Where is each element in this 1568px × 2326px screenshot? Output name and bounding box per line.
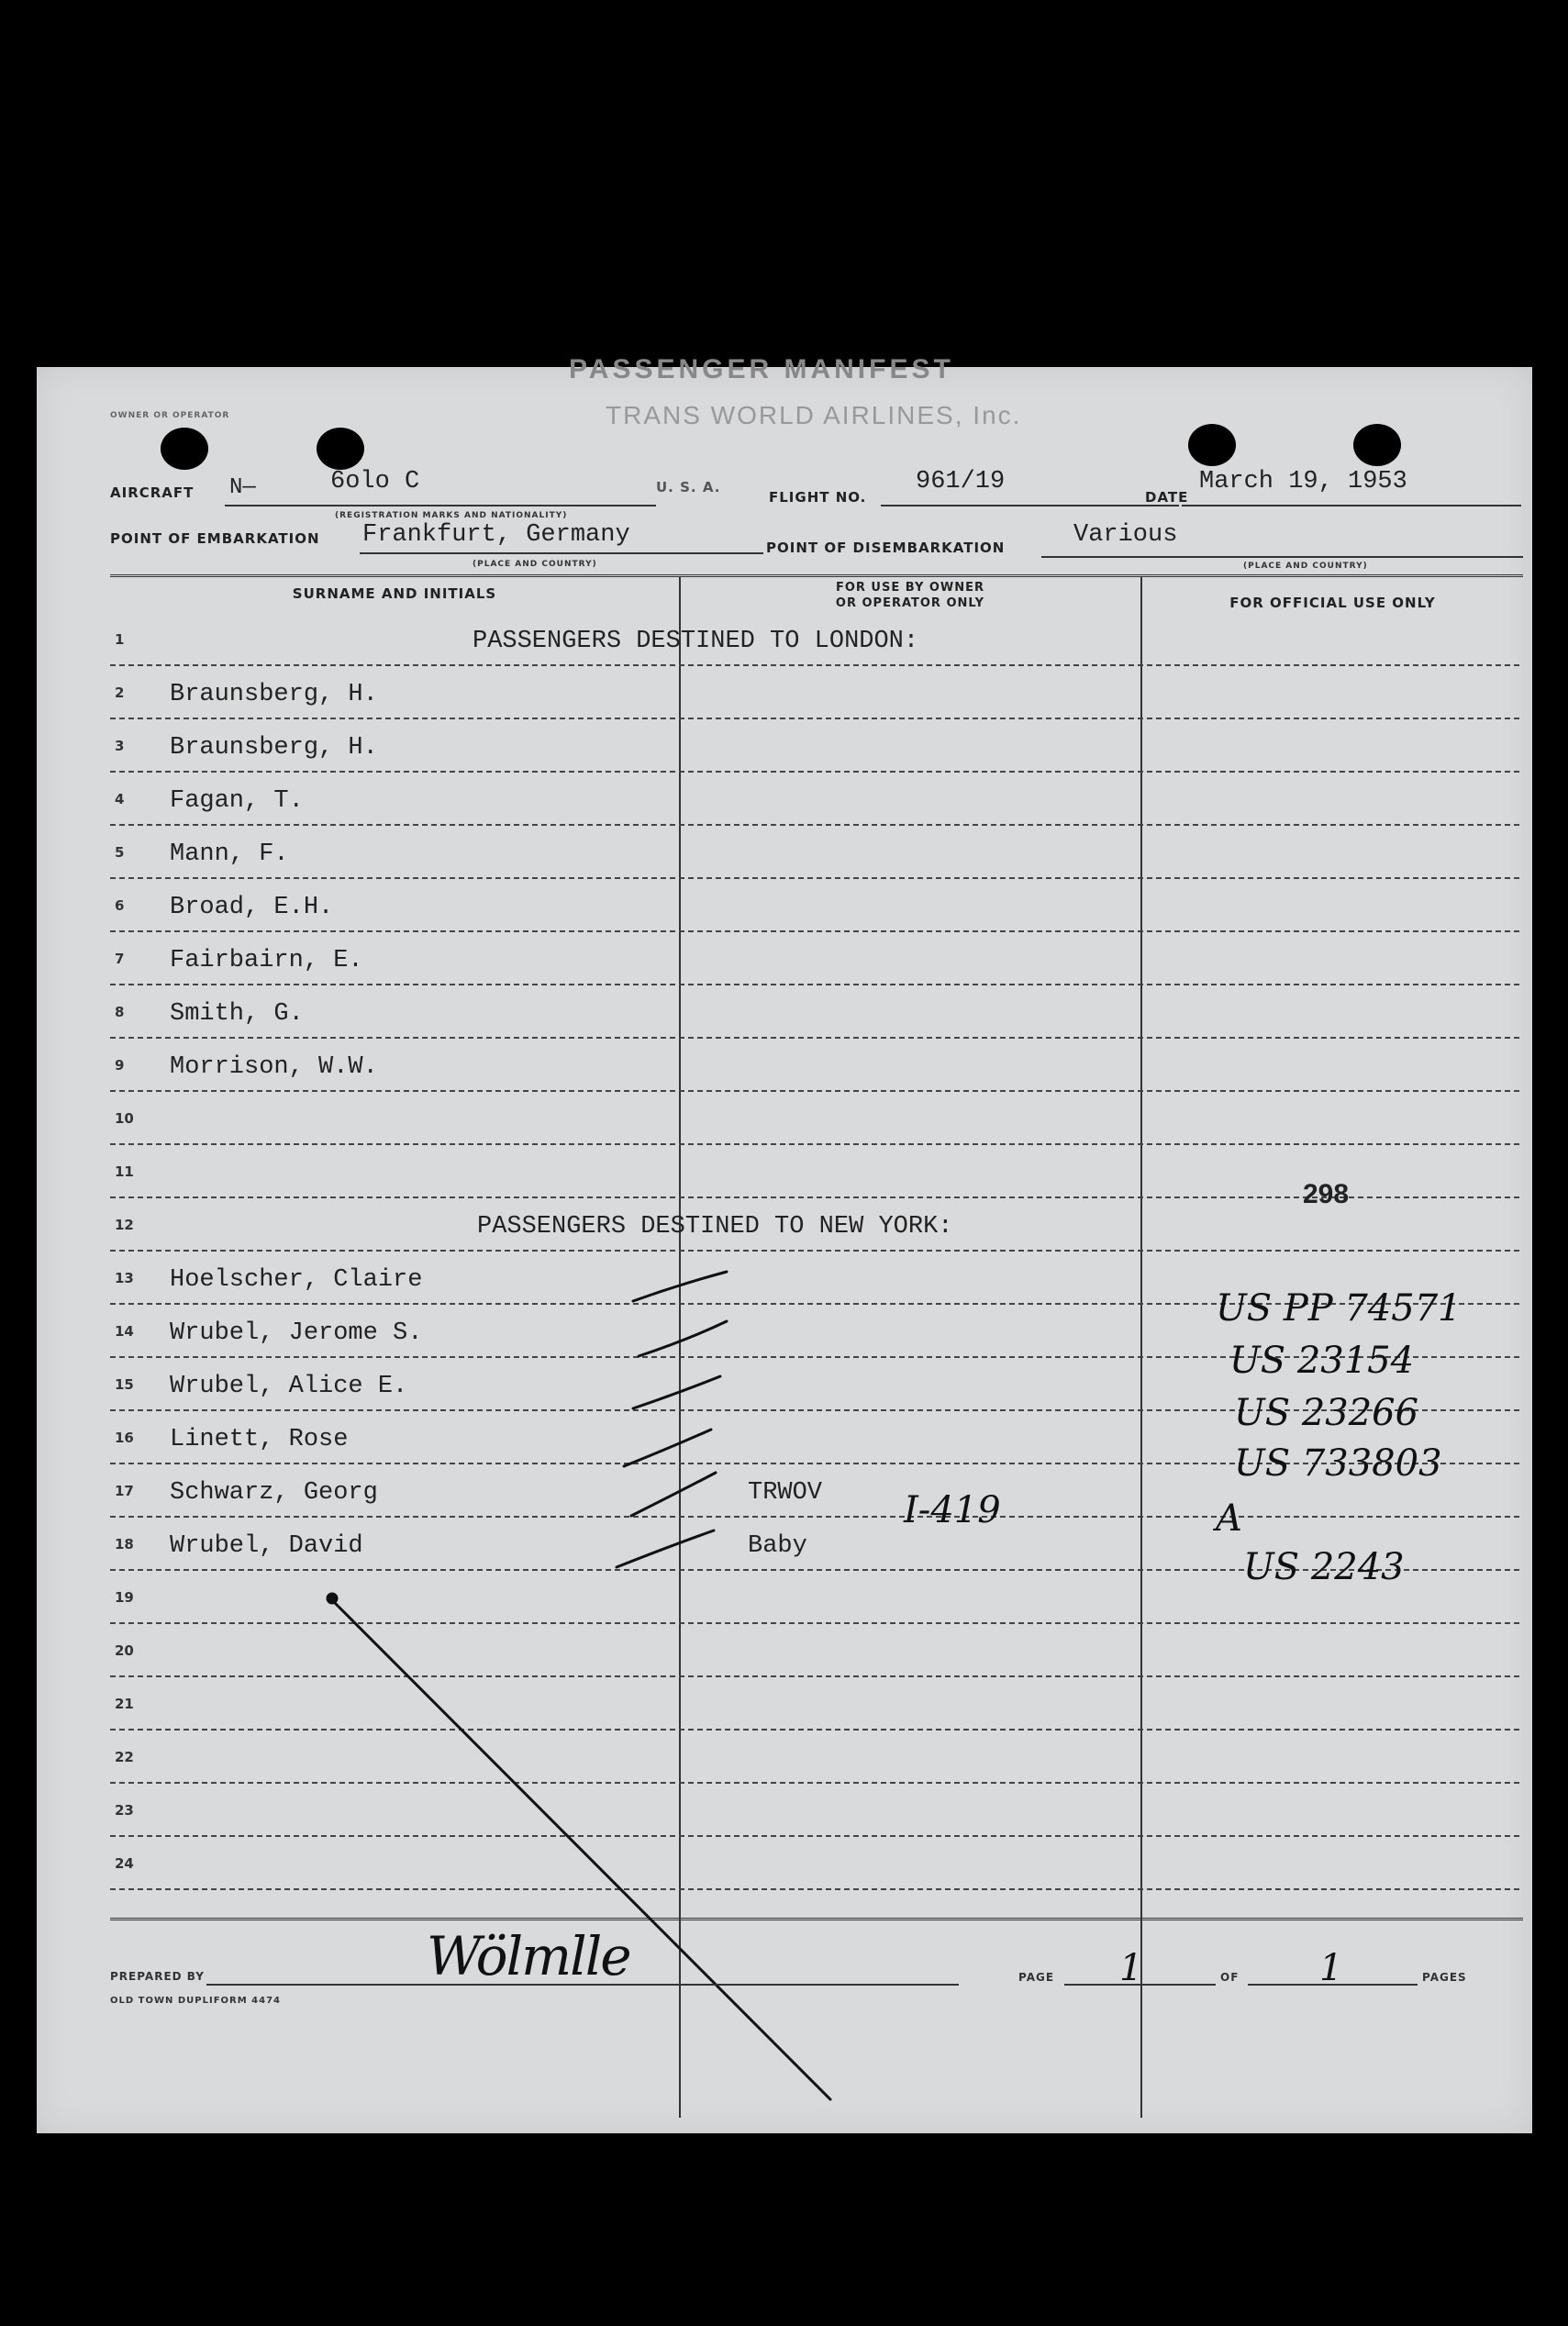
check-mark xyxy=(633,1376,720,1408)
passenger-name: Braunsberg, H. xyxy=(170,734,378,762)
owner-hand-row-17: I-419 xyxy=(904,1489,1001,1531)
section-heading: PASSENGERS DESTINED TO NEW YORK: xyxy=(477,1213,953,1241)
passenger-name: Fagan, T. xyxy=(170,787,304,815)
row-number: 15 xyxy=(115,1376,134,1393)
row-number: 1 xyxy=(115,631,125,648)
row-number: 14 xyxy=(115,1323,134,1340)
row-number: 2 xyxy=(115,684,125,701)
passenger-name: Braunsberg, H. xyxy=(170,681,378,708)
diagonal-strike-line xyxy=(330,1598,830,2099)
passenger-name: Schwarz, Georg xyxy=(170,1479,378,1507)
aircraft-prefix: N— xyxy=(229,475,256,500)
row-number: 5 xyxy=(115,844,125,861)
pen-dot xyxy=(328,1594,337,1603)
embark-value: Frankfurt, Germany xyxy=(362,521,630,549)
prepared-label: PREPARED BY xyxy=(110,1970,205,1983)
official-row-11: 298 xyxy=(1303,1179,1350,1209)
row-number: 24 xyxy=(115,1855,134,1872)
manifest-page xyxy=(37,354,1532,2133)
date-value: March 19, 1953 xyxy=(1199,468,1407,495)
row-number: 4 xyxy=(115,791,125,807)
passenger-name: Smith, G. xyxy=(170,1000,304,1028)
row-number: 16 xyxy=(115,1430,134,1446)
official-row-18: US 2243 xyxy=(1243,1546,1405,1588)
check-mark xyxy=(631,1473,716,1516)
disembark-sub: (PLACE AND COUNTRY) xyxy=(1243,562,1368,571)
disembark-label: POINT OF DISEMBARKATION xyxy=(766,540,1006,556)
row-number: 8 xyxy=(115,1004,125,1020)
of-label: OF xyxy=(1220,1971,1240,1984)
row-number: 11 xyxy=(115,1163,134,1180)
row-number: 12 xyxy=(115,1217,134,1233)
row-number: 9 xyxy=(115,1057,125,1074)
embark-sub: (PLACE AND COUNTRY) xyxy=(473,560,597,569)
signature: Wölmlle xyxy=(427,1925,630,1987)
passenger-name: Wrubel, Alice E. xyxy=(170,1373,408,1400)
official-row-14: US 23154 xyxy=(1229,1340,1415,1382)
surname-header: SURNAME AND INITIALS xyxy=(292,585,497,602)
passenger-name: Fairbairn, E. xyxy=(170,947,363,974)
row-number: 18 xyxy=(115,1536,134,1553)
date-label: DATE xyxy=(1145,489,1189,506)
disembark-value: Various xyxy=(1073,521,1178,549)
row-number: 17 xyxy=(115,1483,134,1499)
row-number: 21 xyxy=(115,1696,134,1712)
passenger-name: Wrubel, David xyxy=(170,1532,363,1560)
row-number: 19 xyxy=(115,1589,134,1606)
usa-label: U. S. A. xyxy=(656,479,721,495)
owner-label: OWNER OR OPERATOR xyxy=(110,411,230,420)
row-number: 13 xyxy=(115,1270,134,1286)
check-mark xyxy=(624,1430,711,1466)
aircraft-sub: (REGISTRATION MARKS AND NATIONALITY) xyxy=(335,511,568,520)
official-row-13: US PP 74571 xyxy=(1216,1287,1462,1330)
flight-value: 961/19 xyxy=(916,468,1006,495)
check-mark xyxy=(639,1321,727,1356)
owner-value: TRANS WORLD AIRLINES, Inc. xyxy=(606,401,1022,429)
row-number: 7 xyxy=(115,951,125,967)
aircraft-value: 6olo C xyxy=(330,468,420,495)
form-label: OLD TOWN DUPLIFORM 4474 xyxy=(110,1996,281,2006)
pages-label: PAGES xyxy=(1422,1971,1467,1984)
owner-use-value: TRWOV xyxy=(748,1479,823,1507)
row-number: 10 xyxy=(115,1110,134,1127)
official-row-17: A xyxy=(1216,1497,1242,1540)
embark-label: POINT OF EMBARKATION xyxy=(110,530,320,547)
handwriting-layer xyxy=(37,367,1532,2133)
owner-use-header: FOR USE BY OWNER OR OPERATOR ONLY xyxy=(835,581,985,610)
passenger-name: Mann, F. xyxy=(170,840,289,868)
official-row-16: US 733803 xyxy=(1234,1442,1442,1485)
page-label: PAGE xyxy=(1018,1971,1055,1984)
passenger-name: Broad, E.H. xyxy=(170,894,334,921)
row-number: 3 xyxy=(115,738,125,754)
section-heading: PASSENGERS DESTINED TO LONDON: xyxy=(473,628,919,655)
row-number: 6 xyxy=(115,897,125,914)
check-mark xyxy=(633,1272,727,1301)
passenger-name: Linett, Rose xyxy=(170,1426,349,1453)
passenger-name: Wrubel, Jerome S. xyxy=(170,1319,423,1347)
of-value: 1 xyxy=(1319,1947,1343,1989)
passenger-name: Morrison, W.W. xyxy=(170,1053,378,1081)
official-use-header: FOR OFFICIAL USE ONLY xyxy=(1229,595,1436,611)
owner-use-value: Baby xyxy=(748,1532,807,1560)
row-number: 20 xyxy=(115,1642,134,1659)
passenger-name: Hoelscher, Claire xyxy=(170,1266,423,1294)
check-mark xyxy=(617,1530,714,1567)
manifest-title: PASSENGER MANIFEST xyxy=(569,354,954,384)
row-number: 23 xyxy=(115,1802,134,1819)
flight-label: FLIGHT NO. xyxy=(769,489,867,506)
official-row-15: US 23266 xyxy=(1234,1392,1419,1434)
row-number: 22 xyxy=(115,1749,134,1765)
page-value: 1 xyxy=(1119,1947,1143,1989)
aircraft-label: AIRCRAFT xyxy=(110,484,195,501)
